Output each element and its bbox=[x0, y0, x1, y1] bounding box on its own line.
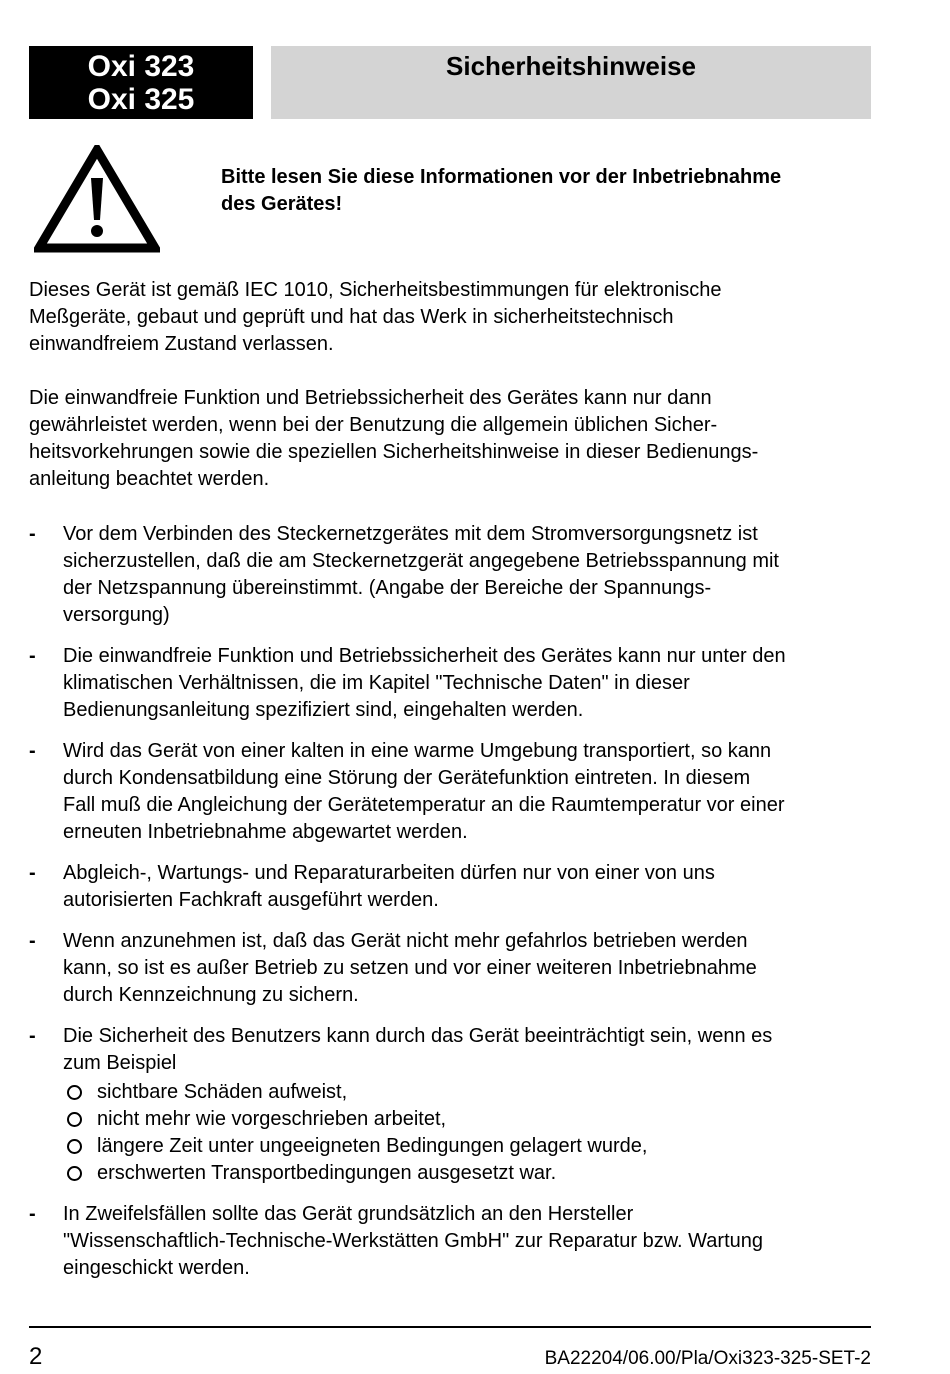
list-item-line: In Zweifelsfällen sollte das Gerät grundsätzlich an den Hersteller bbox=[63, 1203, 634, 1225]
list-item bbox=[29, 643, 874, 724]
bullet-marker: - bbox=[29, 645, 36, 667]
warning-triangle-icon bbox=[34, 145, 160, 253]
footer-divider bbox=[29, 1326, 871, 1328]
paragraph-operation bbox=[29, 385, 874, 493]
circle-bullet-icon bbox=[67, 1085, 82, 1100]
paragraph-line: Dieses Gerät ist gemäß IEC 1010, Sicherheitsbestimmungen für elektronische bbox=[29, 279, 722, 301]
list-item-line: durch Kondensatbildung eine Störung der Gerätefunktion eintreten. In diesem bbox=[63, 767, 751, 789]
list-item-line: erneuten Inbetriebnahme abgewartet werden. bbox=[63, 821, 468, 843]
model-name-1: Oxi 323 bbox=[87, 50, 195, 83]
model-name-2: Oxi 325 bbox=[87, 83, 195, 116]
bullet-marker: - bbox=[29, 1025, 36, 1047]
list-item-line: sicherzustellen, daß die am Steckernetzgerät angegebene Betriebsspannung mit bbox=[63, 550, 779, 572]
sub-list-item-text: erschwerten Transportbedingungen ausgesetzt war. bbox=[97, 1162, 557, 1184]
bullet-marker: - bbox=[29, 523, 36, 545]
list-item-line: der Netzspannung übereinstimmt. (Angabe der Bereiche der Spannungs- bbox=[63, 577, 712, 599]
list-item bbox=[29, 1023, 874, 1187]
list-item-line: Die einwandfreie Funktion und Betriebssicherheit des Gerätes kann nur unter den bbox=[63, 645, 786, 667]
list-item-line: kann, so ist es außer Betrieb zu setzen und vor einer weiteren Inbetriebnahme bbox=[63, 957, 757, 979]
paragraph-line: heitsvorkehrungen sowie die speziellen Sicherheitshinweise in dieser Bedienungs- bbox=[29, 441, 759, 463]
list-item-line: Fall muß die Angleichung der Gerätetemperatur an die Raumtemperatur vor einer bbox=[63, 794, 785, 816]
intro-notice bbox=[221, 164, 861, 218]
page-title: Sicherheitshinweise bbox=[446, 51, 696, 81]
list-item-line: klimatischen Verhältnissen, die im Kapitel "Technische Daten" in dieser bbox=[63, 672, 690, 694]
list-item-line: Vor dem Verbinden des Steckernetzgerätes mit dem Stromversorgungsnetz ist bbox=[63, 523, 758, 545]
circle-bullet-icon bbox=[67, 1166, 82, 1181]
bullet-marker: - bbox=[29, 930, 36, 952]
paragraph-line: Meßgeräte, gebaut und geprüft und hat das Werk in sicherheitstechnisch bbox=[29, 306, 674, 328]
sub-list-item-text: nicht mehr wie vorgeschrieben arbeitet, bbox=[97, 1108, 447, 1130]
sub-list-item bbox=[63, 1079, 874, 1106]
paragraph-line: anleitung beachtet werden. bbox=[29, 468, 270, 490]
bullet-marker: - bbox=[29, 740, 36, 762]
paragraph-line: Die einwandfreie Funktion und Betriebssicherheit des Gerätes kann nur dann bbox=[29, 387, 712, 409]
list-item-line: versorgung) bbox=[63, 604, 170, 626]
intro-line: Bitte lesen Sie diese Informationen vor der Inbetriebnahme bbox=[221, 166, 782, 188]
list-item-line: zum Beispiel bbox=[63, 1052, 177, 1074]
sub-list-item bbox=[63, 1160, 874, 1187]
list-item bbox=[29, 860, 874, 914]
circle-bullet-icon bbox=[67, 1112, 82, 1127]
list-item bbox=[29, 1201, 874, 1282]
list-item-line: Bedienungsanleitung spezifiziert sind, eingehalten werden. bbox=[63, 699, 584, 721]
bullet-marker: - bbox=[29, 862, 36, 884]
list-item-line: Wenn anzunehmen ist, daß das Gerät nicht mehr gefahrlos betrieben werden bbox=[63, 930, 748, 952]
list-item bbox=[29, 738, 874, 846]
model-label-box bbox=[29, 46, 253, 119]
list-item-line: durch Kennzeichnung zu sichern. bbox=[63, 984, 359, 1006]
page-number: 2 bbox=[29, 1343, 43, 1370]
bullet-marker: - bbox=[29, 1203, 36, 1225]
paragraph-line: gewährleistet werden, wenn bei der Benutzung die allgemein üblichen Sicher- bbox=[29, 414, 718, 436]
sub-list-item-text: sichtbare Schäden aufweist, bbox=[97, 1081, 348, 1103]
document-reference: BA22204/06.00/Pla/Oxi323-325-SET-2 bbox=[544, 1348, 871, 1369]
safety-list bbox=[29, 521, 874, 1296]
list-item-line: Die Sicherheit des Benutzers kann durch das Gerät beeinträchtigt sein, wenn es bbox=[63, 1025, 773, 1047]
circle-bullet-icon bbox=[67, 1139, 82, 1154]
section-title-box bbox=[271, 46, 871, 119]
list-item-line: autorisierten Fachkraft ausgeführt werden. bbox=[63, 889, 439, 911]
list-item bbox=[29, 928, 874, 1009]
sub-list bbox=[63, 1079, 874, 1187]
paragraph-line: einwandfreiem Zustand verlassen. bbox=[29, 333, 334, 355]
list-item bbox=[29, 521, 874, 629]
sub-list-item bbox=[63, 1106, 874, 1133]
list-item-line: eingeschickt werden. bbox=[63, 1257, 250, 1279]
sub-list-item bbox=[63, 1133, 874, 1160]
list-item-line: Abgleich-, Wartungs- und Reparaturarbeiten dürfen nur von einer von uns bbox=[63, 862, 715, 884]
intro-line: des Gerätes! bbox=[221, 193, 343, 215]
list-item-line: Wird das Gerät von einer kalten in eine warme Umgebung transportiert, so kann bbox=[63, 740, 772, 762]
list-item-line: "Wissenschaftlich-Technische-Werkstätten GmbH" zur Reparatur bzw. Wartung bbox=[63, 1230, 763, 1252]
paragraph-conformity bbox=[29, 277, 874, 358]
sub-list-item-text: längere Zeit unter ungeeigneten Bedingungen gelagert wurde, bbox=[97, 1135, 648, 1157]
